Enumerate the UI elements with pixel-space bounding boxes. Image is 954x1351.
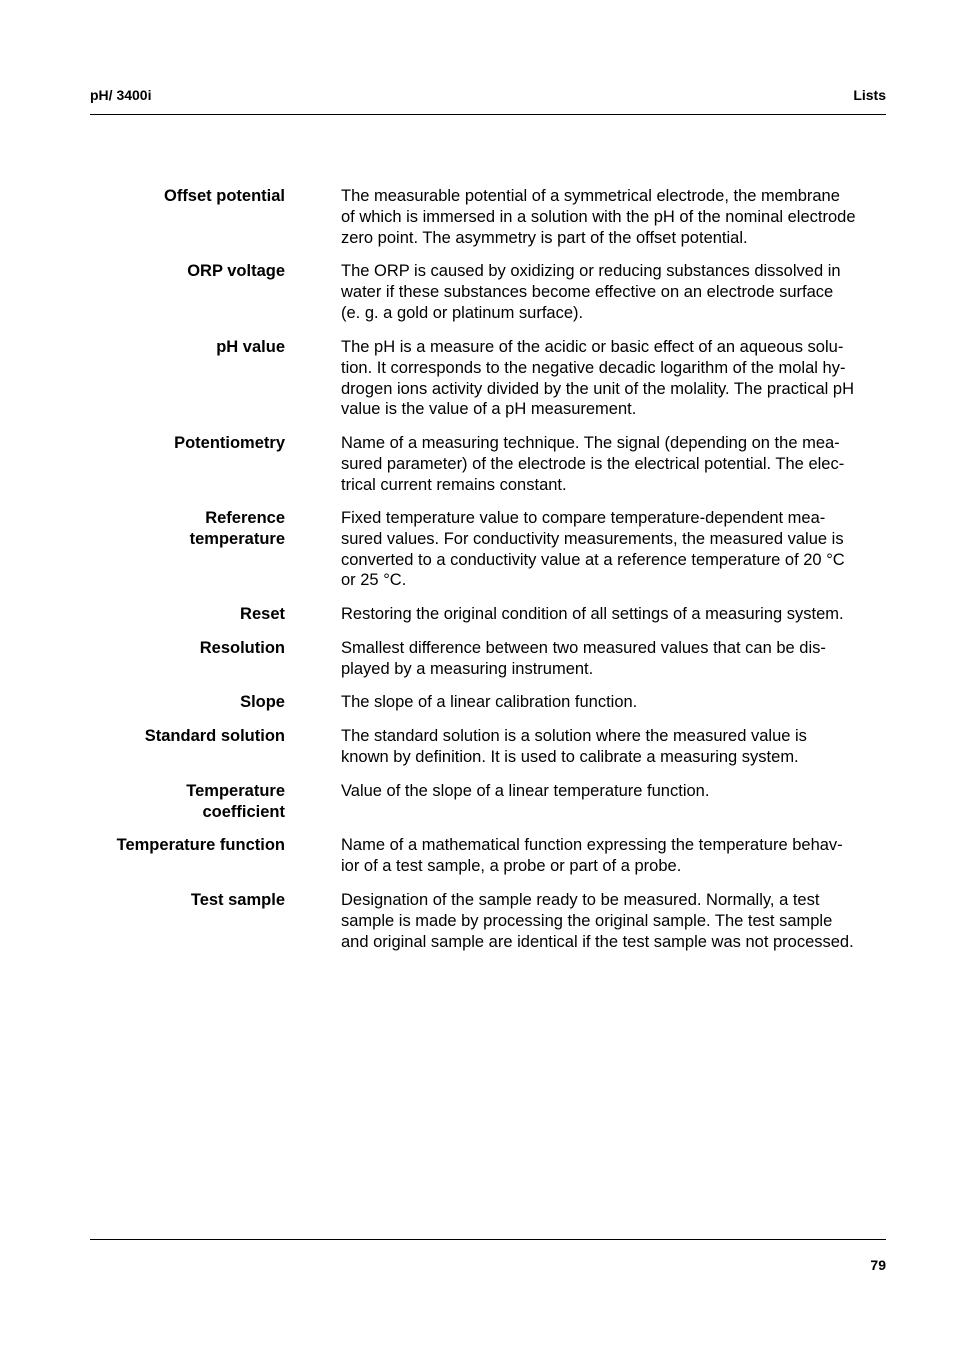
glossary-term bbox=[187, 261, 285, 282]
term-line: ORP voltage bbox=[187, 262, 285, 280]
definition-line: The standard solution is a solution where the measured value is bbox=[341, 727, 807, 745]
glossary-definition bbox=[341, 433, 844, 495]
term-line: Resolution bbox=[199, 639, 285, 657]
footer-rule bbox=[90, 1239, 886, 1240]
term-line: Offset potential bbox=[163, 187, 285, 205]
definition-line: trical current remains constant. bbox=[341, 475, 567, 494]
definition-line: drogen ions activity divided by the unit of the molality. The practical pH bbox=[341, 379, 854, 398]
glossary-term bbox=[200, 638, 285, 659]
term-line: Potentiometry bbox=[174, 434, 285, 452]
definition-line: Smallest difference between two measured values that can be dis- bbox=[341, 639, 826, 657]
definition-line: (e. g. a gold or platinum surface). bbox=[341, 303, 584, 322]
glossary-term bbox=[240, 604, 285, 625]
definition-line: or 25 °C. bbox=[341, 571, 407, 590]
glossary-term bbox=[174, 433, 285, 454]
term-line: pH value bbox=[216, 338, 285, 356]
definition-line: known by definition. It is used to calibrate a measuring system. bbox=[341, 747, 799, 766]
header-section-title: Lists bbox=[853, 87, 886, 103]
definition-line: Value of the slope of a linear temperature function. bbox=[341, 782, 710, 800]
definition-line: water if these substances become effective on an electrode surface bbox=[341, 282, 834, 301]
term-line: Test sample bbox=[190, 891, 285, 909]
term-line: Reference bbox=[205, 509, 285, 527]
definition-line: Name of a measuring technique. The signal (depending on the mea- bbox=[341, 434, 840, 452]
header-rule bbox=[90, 114, 886, 115]
term-line: Temperature bbox=[186, 782, 285, 800]
glossary-definition bbox=[341, 508, 845, 591]
definition-line: tion. It corresponds to the negative decadic logarithm of the molal hy- bbox=[341, 358, 846, 377]
glossary-definition bbox=[341, 890, 854, 952]
term-line: Reset bbox=[240, 605, 285, 623]
definition-line: played by a measuring instrument. bbox=[341, 659, 594, 678]
definition-line: The ORP is caused by oxidizing or reducing substances dissolved in bbox=[341, 262, 841, 280]
definition-line: converted to a conductivity value at a reference temperature of 20 °C bbox=[341, 550, 845, 569]
term-line: Standard solution bbox=[144, 727, 285, 745]
definition-line: zero point. The asymmetry is part of the offset potential. bbox=[341, 228, 748, 247]
definition-line: Name of a mathematical function expressing the temperature behav- bbox=[341, 836, 843, 854]
glossary-definition bbox=[341, 604, 844, 625]
definition-line: Restoring the original condition of all settings of a measuring system. bbox=[341, 605, 844, 623]
definition-line: sample is made by processing the original sample. The test sample bbox=[341, 911, 833, 930]
glossary-term bbox=[117, 835, 285, 856]
definition-line: The slope of a linear calibration function. bbox=[341, 693, 638, 711]
glossary-definition bbox=[341, 726, 807, 768]
term-line: Temperature function bbox=[116, 836, 285, 854]
glossary-definition bbox=[341, 835, 843, 877]
glossary-definition bbox=[341, 337, 854, 420]
definition-line: sured parameter) of the electrode is the electrical potential. The elec- bbox=[341, 454, 845, 473]
definition-line: and original sample are identical if the test sample was not processed. bbox=[341, 932, 854, 951]
glossary-term bbox=[186, 781, 285, 823]
definition-line: Fixed temperature value to compare temperature-dependent mea- bbox=[341, 509, 826, 527]
definition-line: of which is immersed in a solution with the pH of the nominal electrode bbox=[341, 207, 856, 226]
definition-line: sured values. For conductivity measurements, the measured value is bbox=[341, 529, 844, 548]
header-doc-title: pH/ 3400i bbox=[90, 87, 152, 103]
page-number: 79 bbox=[870, 1257, 886, 1273]
glossary-definition bbox=[341, 261, 841, 323]
term-line: Slope bbox=[240, 693, 285, 711]
glossary-term bbox=[164, 186, 285, 207]
glossary-definition bbox=[341, 781, 709, 802]
definition-line: The pH is a measure of the acidic or basic effect of an aqueous solu- bbox=[341, 338, 844, 356]
term-line: coefficient bbox=[202, 802, 285, 821]
definition-line: The measurable potential of a symmetrical electrode, the membrane bbox=[341, 187, 840, 205]
definition-line: value is the value of a pH measurement. bbox=[341, 400, 637, 419]
glossary-term bbox=[240, 692, 285, 713]
glossary-term bbox=[191, 890, 285, 911]
term-line: temperature bbox=[189, 529, 285, 548]
glossary-term bbox=[145, 726, 285, 747]
glossary-term bbox=[216, 337, 285, 358]
glossary-definition bbox=[341, 186, 856, 248]
definition-line: ior of a test sample, a probe or part of a probe. bbox=[341, 856, 682, 875]
glossary-definition bbox=[341, 638, 826, 680]
definition-line: Designation of the sample ready to be measured. Normally, a test bbox=[341, 891, 820, 909]
glossary-definition bbox=[341, 692, 637, 713]
glossary-term bbox=[190, 508, 285, 550]
